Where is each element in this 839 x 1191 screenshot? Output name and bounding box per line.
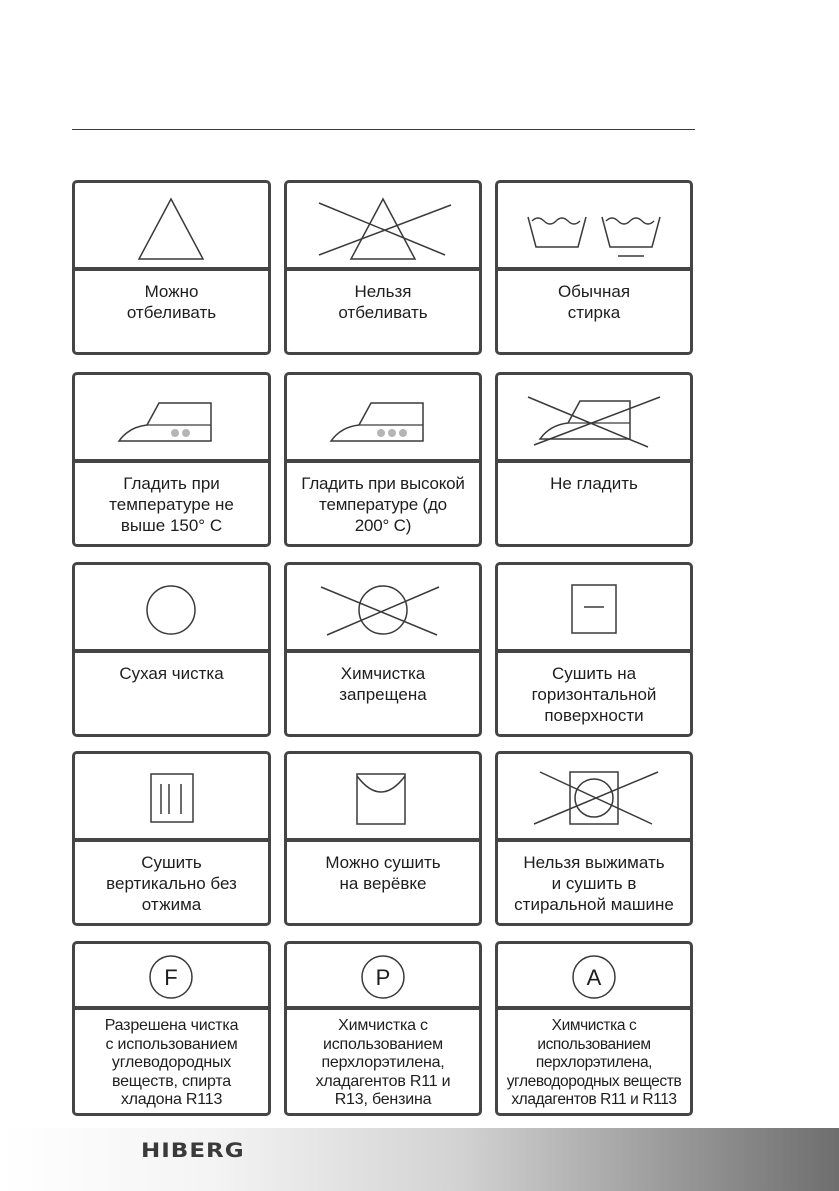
card-label: Гладить при температуре не выше 150° C — [109, 474, 234, 535]
care-card-iron-medium — [72, 372, 271, 547]
card-label: Гладить при высокой температуре (до 200° C) — [301, 474, 465, 535]
iron-medium-icon — [75, 375, 268, 459]
no-bleach-icon — [287, 183, 479, 267]
care-card-dry-flat — [495, 562, 693, 737]
no-tumble-dry-icon — [498, 754, 690, 838]
line-dry-icon — [287, 754, 479, 838]
symbol-letter: A — [586, 965, 602, 990]
bleach-allowed-icon — [75, 183, 268, 267]
care-card-dry-clean-a — [495, 941, 693, 1116]
care-card-no-bleach — [284, 180, 482, 355]
card-label: Химчистка запрещена — [339, 664, 427, 704]
card-divider — [498, 649, 690, 653]
care-card-bleach-allowed — [72, 180, 271, 355]
care-card-line-dry — [284, 751, 482, 926]
care-card-dry-clean-p — [284, 941, 482, 1116]
card-divider — [287, 1006, 479, 1010]
card-divider — [75, 459, 268, 463]
brand-logo: HIBERG — [141, 1140, 245, 1163]
dry-flat-icon — [498, 565, 690, 649]
card-label: Нельзя выжимать и сушить в стиральной машине — [514, 853, 674, 914]
no-iron-icon — [498, 375, 690, 459]
card-divider — [75, 838, 268, 842]
symbol-letter: F — [164, 965, 178, 990]
card-divider — [287, 838, 479, 842]
card-label: Разрешена чистка с использованием углеводородных веществ, спирта хладона R113 — [104, 1017, 239, 1108]
header-rule — [72, 129, 695, 130]
card-divider — [498, 267, 690, 271]
card-divider — [498, 459, 690, 463]
dry-clean-p-icon — [287, 944, 479, 1010]
card-label: Нельзя отбеливать — [338, 282, 428, 322]
footer-band — [0, 1128, 839, 1191]
no-dry-clean-icon — [287, 565, 479, 649]
symbol-letter: P — [375, 965, 391, 990]
card-label: Можно сушить на верёвке — [325, 853, 441, 893]
card-divider — [287, 267, 479, 271]
card-label: Сушить на горизонтальной поверхности — [531, 664, 657, 725]
card-divider — [75, 649, 268, 653]
care-card-drip-dry — [72, 751, 271, 926]
card-label: Сухая чистка — [119, 664, 224, 683]
card-divider — [287, 649, 479, 653]
card-label: Обычная стирка — [557, 282, 631, 322]
care-card-iron-high — [284, 372, 482, 547]
card-label: Химчистка с использованием перхлорэтилена, углеводородных веществ хладагентов R11 и R113 — [506, 1017, 682, 1108]
card-divider — [75, 1006, 268, 1010]
drip-dry-icon — [75, 754, 268, 838]
card-label: Не гладить — [550, 474, 638, 493]
care-card-dry-clean — [72, 562, 271, 737]
dry-clean-icon — [75, 565, 268, 649]
care-card-no-tumble-dry — [495, 751, 693, 926]
card-label: Сушить вертикально без отжима — [106, 853, 237, 914]
care-card-normal-wash — [495, 180, 693, 355]
normal-wash-icon — [498, 183, 690, 267]
card-label: Можно отбеливать — [126, 282, 217, 322]
dry-clean-f-icon — [75, 944, 268, 1010]
card-divider — [75, 267, 268, 271]
card-divider — [287, 459, 479, 463]
dry-clean-a-icon — [498, 944, 690, 1010]
iron-high-icon — [287, 375, 479, 459]
card-label: Химчистка с использованием перхлорэтилена, хладагентов R11 и R13, бензина — [315, 1017, 451, 1108]
card-divider — [498, 838, 690, 842]
care-card-dry-clean-f — [72, 941, 271, 1116]
care-card-no-iron — [495, 372, 693, 547]
card-divider — [498, 1006, 690, 1010]
care-card-no-dry-clean — [284, 562, 482, 737]
